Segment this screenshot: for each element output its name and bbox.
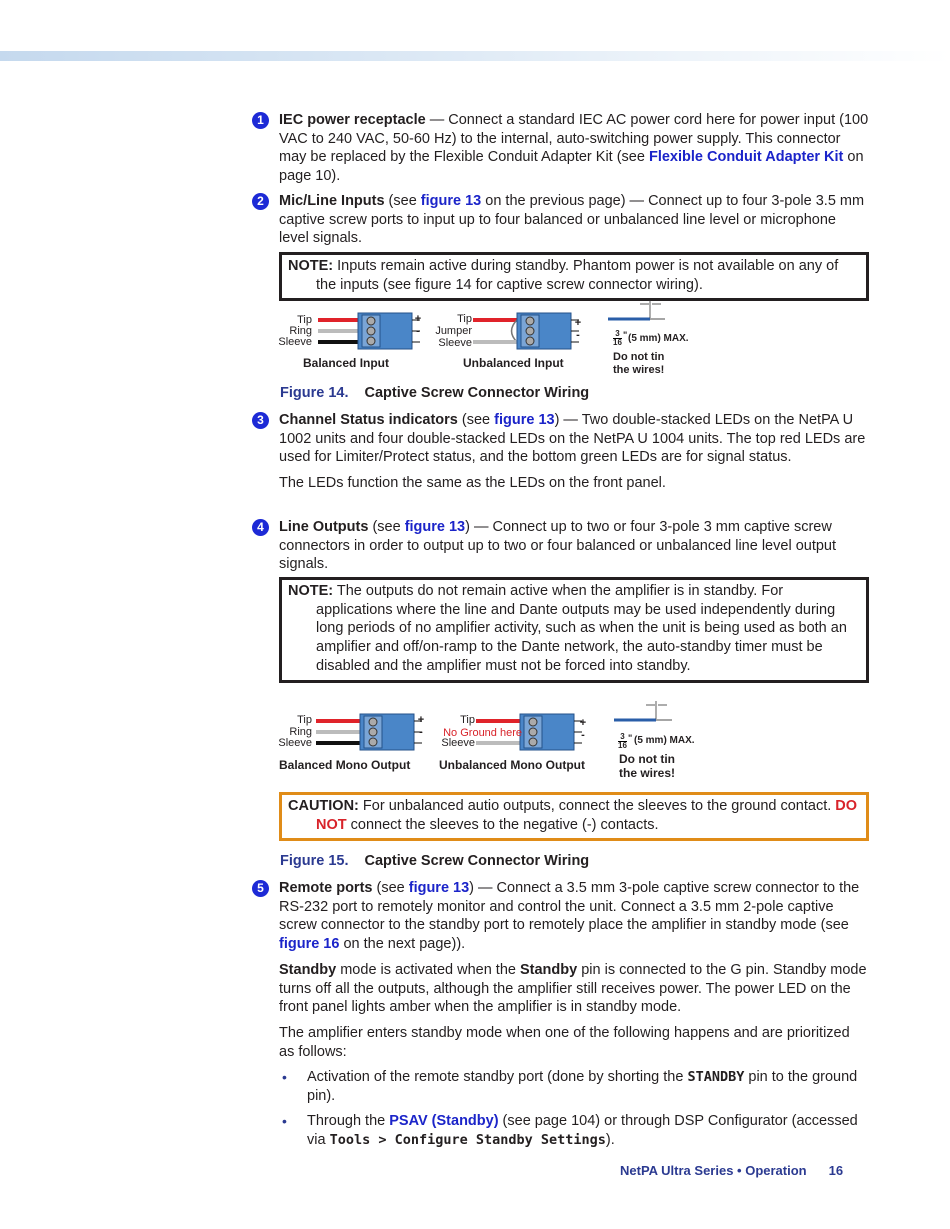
fraction: 3 16 [618,732,627,750]
item-remote-ports [279,879,869,954]
item-text: ) — Connect a 3.5 mm 3-pole captive screw connector to the RS-232 port to remotely monitor and control the unit. Connect a 3.5 mm 2-pole captive screw connector to the standby port to remotely place the amplifier in standby mode (see [279,880,860,934]
note-text: Inputs remain active during standby. Phantom power is not available on any of the inputs (see figure 14 for captive screw connector wiring). [316,258,839,293]
header-bar [0,51,950,61]
item-line-outputs [279,518,869,574]
priority-paragraph: The amplifier enters standby mode when one of the following happens and are prioritized as follows: [279,1025,850,1060]
fraction: 3 16 [613,329,622,347]
figure-13-link[interactable]: figure 13 [404,519,466,535]
plus-label: + [417,714,425,726]
item-text: — Connect a standard IEC AC power cord here for power input (100 VAC to 240 VAC, 50-60 Hz) to the internal, auto-switching power supply. This connector may be replaced by the Flexible Conduit Adapter Kit (see [279,112,869,166]
plus-label: + [414,313,422,325]
sleeve-label: Sleeve [278,336,312,348]
item-text: ) — Connect up to two or four 3-pole 3 mm captive screw connectors in order to output up to two or four balanced or unbalanced line level output signals. [279,519,837,573]
minus-label: - [576,329,580,341]
item-text: (see [368,519,405,535]
ring-label: Ring [289,726,312,738]
callout-2: 2 [252,193,269,210]
caution-box [279,792,869,841]
code-text: STANDBY [687,1069,745,1085]
do-not-tin: Do not tin the wires! [619,752,676,780]
item-text: on the next page)). [339,936,466,953]
callout-4: 4 [252,519,269,536]
ring-label: Ring [289,325,312,337]
note-text: The outputs do not remain active when the amplifier is in standby. For applications where the line and Dante outputs may be used independently during long periods of no amplifier activity, such as when the unit is being used as both an amplifier and off/on-ramp to the Dante network, the auto-standby timer must be disabled and the amplifier must not be forced into standby. [316,583,847,674]
figure-13-link[interactable]: figure 13 [494,412,555,428]
figure-15-caption: Figure 15. Captive Screw Connector Wiring [280,853,590,869]
unbalanced-input-caption: Unbalanced Input [463,356,564,370]
item-mic-line-inputs [279,192,869,248]
figure-13-link[interactable]: figure 13 [420,193,482,209]
minus-label: - [416,325,420,337]
item-title: Line Outputs [279,519,369,535]
note-outputs [279,577,869,683]
item-title: Channel Status indicators [279,412,458,428]
max-label: (5 mm) MAX. [628,333,689,344]
item-title: Mic/Line Inputs [279,193,385,209]
sleeve-label: Sleeve [278,737,312,749]
callout-1: 1 [252,112,269,129]
figure-16-link[interactable]: figure 16 [279,936,340,953]
standby-paragraph: Standby mode is activated when the Standby pin is connected to the G pin. Standby mode turns off all the outputs, although the amplifier still receives power. The power LED on the front panel lights amber when the amplifier is in standby mode. [279,962,867,1016]
page-number: 16 [828,1163,844,1178]
tip-label: Tip [457,313,472,325]
item-text: on the previous page) — Connect up to four 3-pole 3.5 mm captive screw ports to input up to four balanced or unbalanced line level or microphone level signals. [279,193,865,247]
item-text: (see [372,880,409,896]
code-text: Tools > Configure Standby Settings [329,1131,606,1148]
note-label: NOTE: [288,583,334,599]
bullet-item: Through the PSAV (Standby) (see page 104) or through DSP Configurator (accessed via Tools > Configure Standby Settings). [307,1113,858,1148]
inch-mark: " [623,330,628,340]
tip-label: Tip [297,714,312,726]
item-text: on page 10). [279,149,864,185]
caution-text: For unbalanced autio outputs, connect the sleeves to the ground contact. [358,798,836,814]
item-title: IEC power receptacle [279,112,426,128]
page-footer [620,1163,843,1178]
minus-label: - [581,729,585,741]
unbalanced-output-caption: Unbalanced Mono Output [439,758,585,772]
do-not-warning: DO NOT [316,798,858,833]
item-title: Remote ports [279,880,373,896]
tip-label: Tip [297,314,312,326]
callout-5: 5 [252,880,269,897]
sleeve-label: Sleeve [441,737,475,749]
item-iec-power [279,111,869,186]
jumper-label: Jumper [435,325,472,337]
note-inputs [279,252,869,301]
inch-mark: " [628,733,633,743]
item-text: (see [384,193,421,209]
caution-label: CAUTION: [288,798,359,814]
caution-text: connect the sleeves to the negative (-) contacts. [346,816,659,833]
item-channel-status [279,411,869,493]
bullet-item: Activation of the remote standby port (done by shorting the STANDBY pin to the ground pin). [307,1069,858,1104]
flexible-conduit-link[interactable]: Flexible Conduit Adapter Kit [648,149,844,166]
minus-label: - [419,726,423,738]
callout-3: 3 [252,412,269,429]
footer-title: NetPA Ultra Series • Operation [620,1163,807,1178]
tip-label: Tip [460,714,475,726]
bullet: • [282,1113,287,1129]
figure-14-caption: Figure 14. Captive Screw Connector Wiring [280,385,590,401]
max-label: (5 mm) MAX. [634,735,695,746]
item-text: (see [457,412,495,428]
bullet: • [282,1069,287,1085]
psav-standby-link[interactable]: PSAV (Standby) [389,1113,499,1129]
item-text: ) — Two double-stacked LEDs on the NetPA U 1002 units and four double-stacked LEDs on the NetPA U 1004 units. The top red LEDs are used for Limiter/Protect status, and the bottom green LEDs are for signal status. [279,412,866,466]
figure-13-link[interactable]: figure 13 [408,880,470,896]
item-extra: The LEDs function the same as the LEDs on the front panel. [279,475,666,492]
no-ground-label: No Ground here [443,727,522,739]
do-not-tin: Do not tin the wires! [613,351,665,376]
note-label: NOTE: [288,258,334,274]
plus-label: + [574,317,582,329]
sleeve-label: Sleeve [438,337,472,349]
plus-label: + [579,717,587,729]
balanced-output-caption: Balanced Mono Output [279,758,411,772]
balanced-input-caption: Balanced Input [303,356,390,370]
